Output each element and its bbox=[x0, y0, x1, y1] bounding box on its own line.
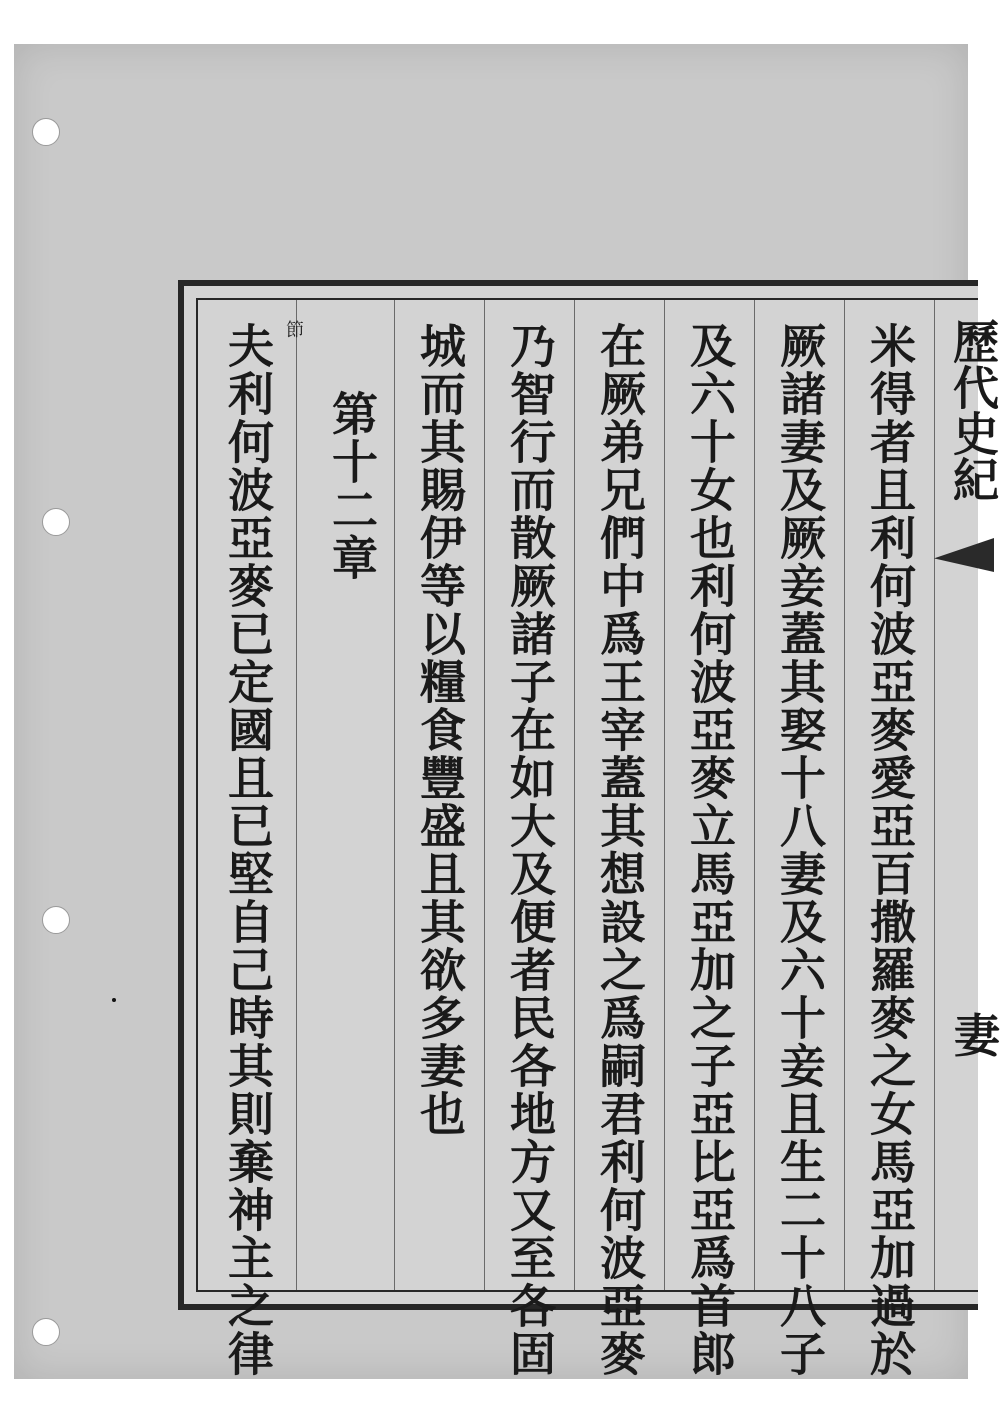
inner-border bbox=[196, 298, 1000, 1378]
text-column-7: 夫利何波亞麥已定國且已堅自己時其則棄神主之律 bbox=[221, 322, 275, 1378]
fish-tail-mark-icon bbox=[934, 538, 994, 572]
chapter-heading: 第十二章 bbox=[325, 390, 379, 582]
printed-text-block bbox=[178, 280, 1000, 1378]
punch-hole bbox=[32, 1318, 60, 1346]
punch-hole bbox=[42, 906, 70, 934]
text-column-3: 及六十女也利何波亞麥立馬亞加之子亞比亞爲首郎 bbox=[683, 322, 737, 1378]
running-title: 歷代史紀 bbox=[946, 318, 1000, 502]
punch-hole bbox=[42, 508, 70, 536]
text-column-1: 米得者且利何波亞麥愛亞百撒羅麥之女馬亞加過於 bbox=[863, 322, 917, 1378]
margin-character: 妻 bbox=[954, 1009, 1000, 1063]
text-column-5: 乃智行而散厥諸子在如大及便者民各地方又至各固 bbox=[503, 322, 557, 1378]
text-column-4: 在厥弟兄們中爲王宰蓋其想設之爲嗣君利何波亞麥 bbox=[593, 322, 647, 1378]
text-column-2: 厥諸妻及厥妾蓋其娶十八妻及六十妾且生二十八子 bbox=[773, 322, 827, 1378]
text-column-6: 城而其賜伊等以糧食豐盛且其欲多妻也 bbox=[413, 322, 467, 1138]
punch-hole bbox=[32, 118, 60, 146]
section-note: 節 bbox=[283, 320, 304, 338]
ink-speck bbox=[112, 998, 116, 1002]
